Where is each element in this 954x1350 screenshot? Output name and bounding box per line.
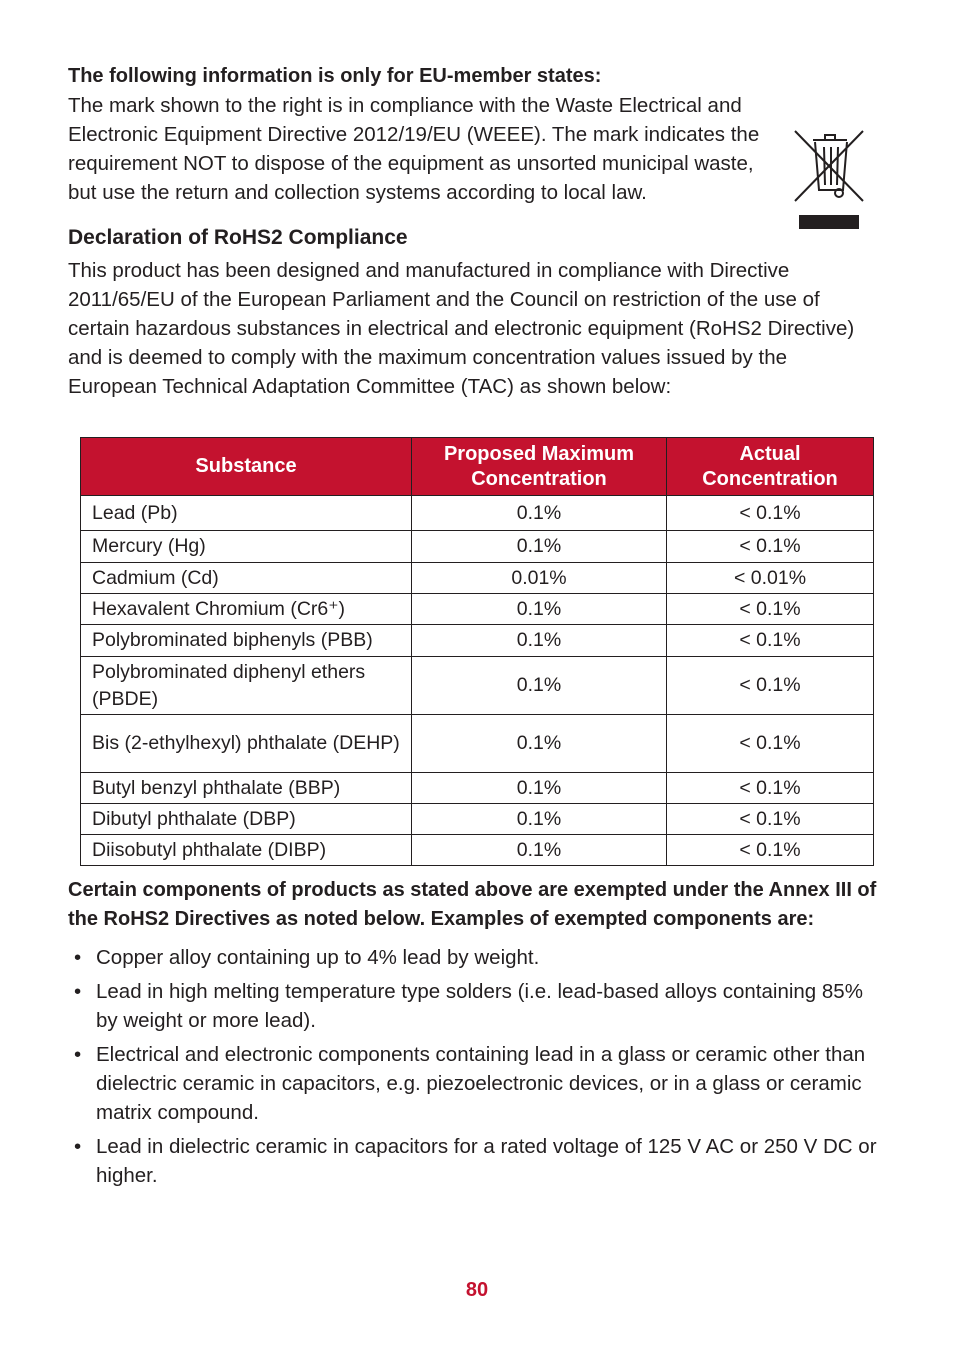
actual-cell: < 0.1%: [667, 657, 874, 715]
table-header-row: [81, 438, 874, 496]
exemptions-list: [68, 943, 880, 1190]
page-content: [68, 62, 880, 401]
crossed-out-wheeled-bin-icon: [793, 127, 865, 233]
substance-cell: Polybrominated diphenyl ethers (PBDE): [81, 657, 412, 715]
weee-section: [68, 91, 880, 207]
proposed-cell: 0.1%: [412, 594, 667, 625]
substance-cell: Cadmium (Cd): [81, 563, 412, 594]
substance-cell: Hexavalent Chromium (Cr6⁺): [81, 594, 412, 625]
rohs-heading: Declaration of RoHS2 Compliance: [68, 226, 408, 249]
table-row: [81, 625, 874, 657]
table-row: [81, 773, 874, 804]
header-actual: Actual Concentration: [667, 438, 874, 496]
table-row: [81, 835, 874, 866]
list-item: [68, 977, 880, 1035]
proposed-cell: 0.1%: [412, 773, 667, 804]
table-row: [81, 594, 874, 625]
list-item-text: Lead in dielectric ceramic in capacitors for a rated voltage of 125 V AC or 250 V DC or higher.: [96, 1135, 877, 1187]
page-number: 80: [465, 1279, 489, 1301]
substance-table: [80, 437, 874, 866]
proposed-cell: 0.1%: [412, 804, 667, 835]
table-row: [81, 531, 874, 563]
header-substance: Substance: [81, 438, 412, 496]
actual-cell: < 0.1%: [667, 804, 874, 835]
actual-cell: < 0.1%: [667, 531, 874, 563]
rohs-paragraph: This product has been designed and manufactured in compliance with Directive 2011/65/EU of the European Parliament and the Council on restriction of the use of certain hazardous substances in electrical and electronic equipment (RoHS2 Directive) and is deemed to comply with the maximum concentration values issued by the European Technical Adaptation Committee (TAC) as shown below:: [68, 259, 855, 398]
actual-cell: < 0.1%: [667, 496, 874, 531]
proposed-cell: 0.1%: [412, 657, 667, 715]
proposed-cell: 0.01%: [412, 563, 667, 594]
actual-cell: < 0.01%: [667, 563, 874, 594]
table-row: [81, 715, 874, 773]
proposed-cell: 0.1%: [412, 531, 667, 563]
actual-cell: < 0.1%: [667, 835, 874, 866]
bullet-icon: •: [74, 946, 82, 969]
proposed-cell: 0.1%: [412, 496, 667, 531]
bullet-icon: •: [74, 980, 82, 1003]
list-item-text: Copper alloy containing up to 4% lead by weight.: [96, 946, 540, 969]
substance-cell: Bis (2-ethylhexyl) phthalate (DEHP): [81, 715, 412, 773]
actual-cell: < 0.1%: [667, 773, 874, 804]
substance-cell: Butyl benzyl phthalate (BBP): [81, 773, 412, 804]
bullet-icon: •: [74, 1135, 82, 1158]
table-row: [81, 563, 874, 594]
actual-cell: < 0.1%: [667, 715, 874, 773]
substance-cell: Diisobutyl phthalate (DIBP): [81, 835, 412, 866]
list-item-text: Lead in high melting temperature type solders (i.e. lead-based alloys containing 85% by weight or more lead).: [96, 980, 863, 1032]
table-row: [81, 496, 874, 531]
proposed-cell: 0.1%: [412, 715, 667, 773]
table-row: [81, 657, 874, 715]
substance-cell: Lead (Pb): [81, 496, 412, 531]
substance-cell: Polybrominated biphenyls (PBB): [81, 625, 412, 657]
actual-cell: < 0.1%: [667, 625, 874, 657]
proposed-cell: 0.1%: [412, 835, 667, 866]
list-item: [68, 1132, 880, 1190]
exemptions-heading: Certain components of products as stated above are exempted under the Annex III of the RoHS2 Directives as noted below. Examples of exempted components are:: [68, 879, 877, 930]
substance-cell: Dibutyl phthalate (DBP): [81, 804, 412, 835]
table-row: [81, 804, 874, 835]
header-proposed-max: Proposed Maximum Concentration: [412, 438, 667, 496]
proposed-cell: 0.1%: [412, 625, 667, 657]
list-item: [68, 1040, 880, 1127]
substance-cell: Mercury (Hg): [81, 531, 412, 563]
weee-paragraph: The mark shown to the right is in compliance with the Waste Electrical and Electronic Equipment Directive 2012/19/EU (WEEE). The mark indicates the requirement NOT to dispose of the equipment as unsorted municipal waste, but use the return and collection systems according to local law.: [68, 94, 760, 204]
actual-cell: < 0.1%: [667, 594, 874, 625]
list-item-text: Electrical and electronic components containing lead in a glass or ceramic other than dielectric ceramic in capacitors, e.g. piezoelectronic devices, or in a glass or ceramic matrix compound.: [96, 1043, 866, 1124]
list-item: [68, 943, 880, 972]
bullet-icon: •: [74, 1043, 82, 1066]
exemptions-section: [68, 876, 880, 1195]
eu-heading: The following information is only for EU-member states:: [68, 65, 602, 87]
